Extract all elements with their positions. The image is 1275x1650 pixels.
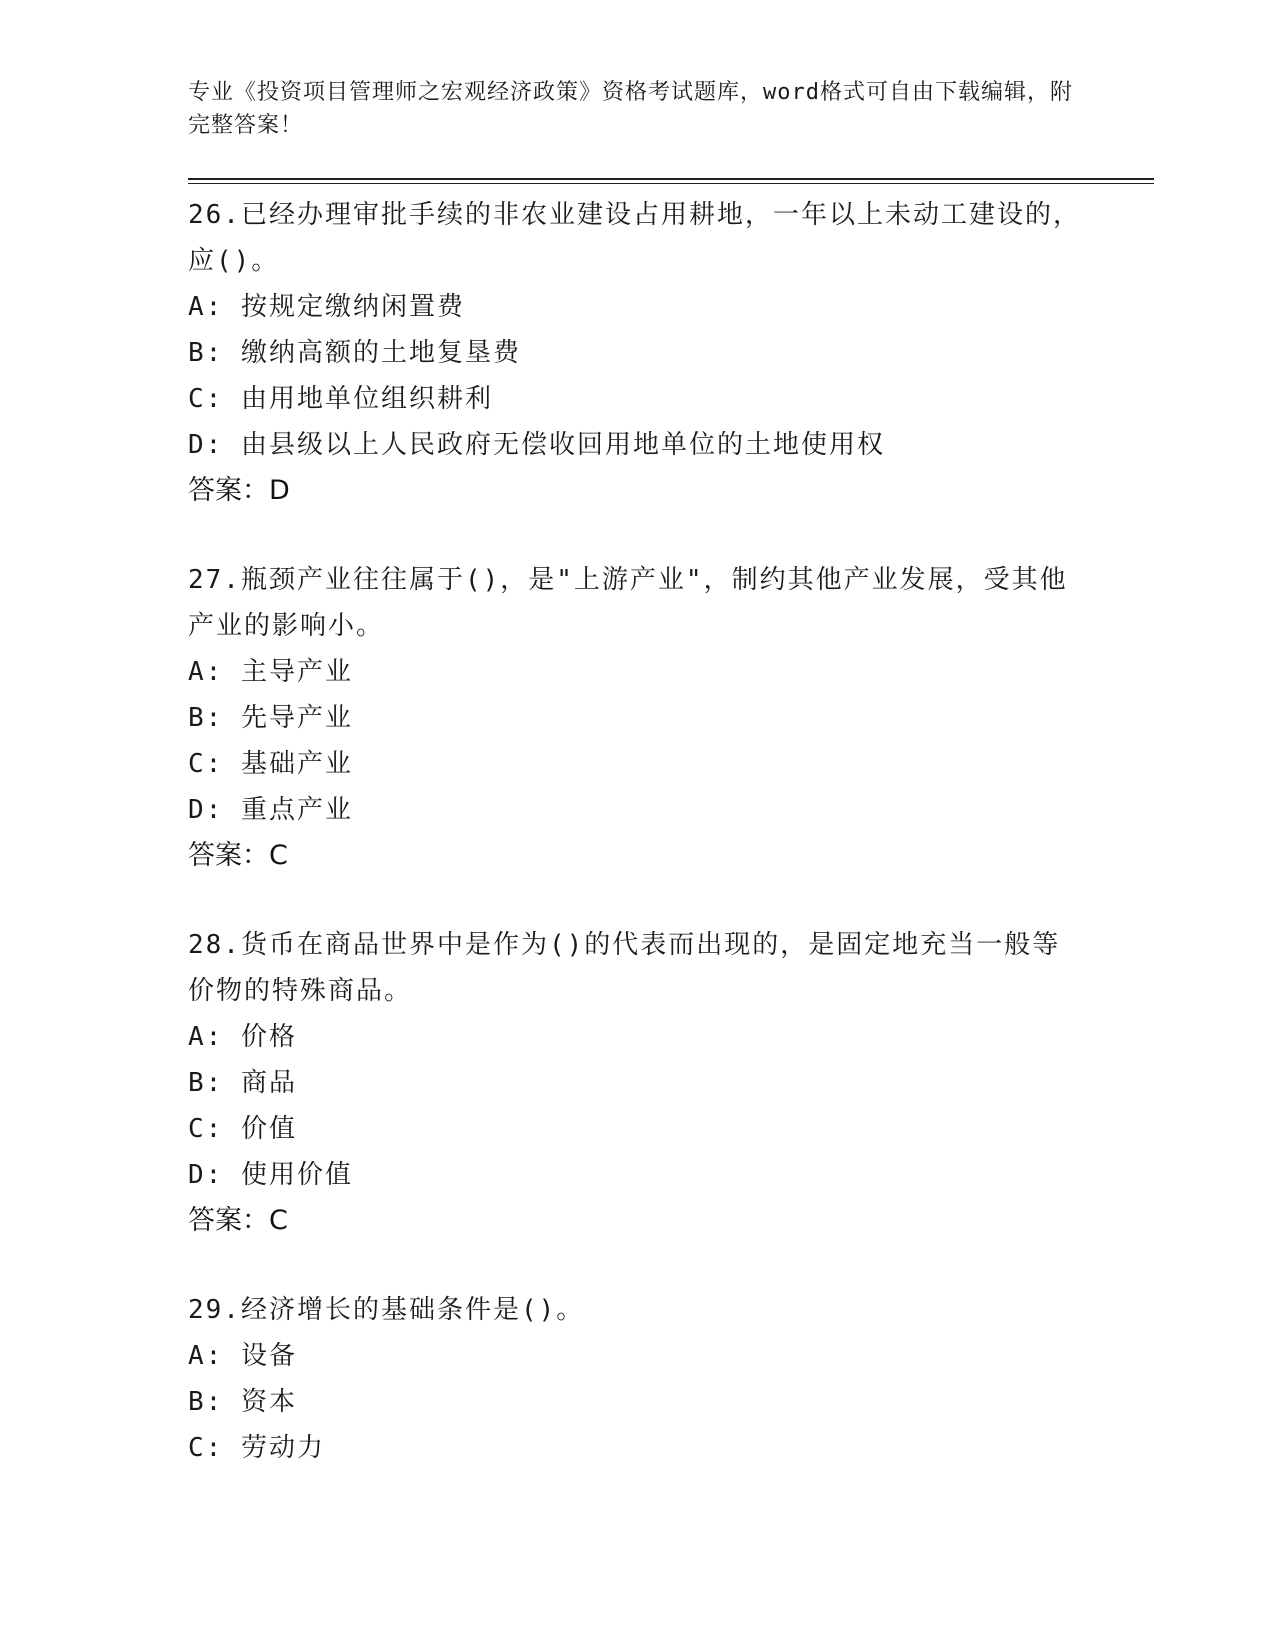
question-29 <box>188 1287 1088 1471</box>
option-d: D: 使用价值 <box>188 1160 353 1190</box>
option-c: C: 基础产业 <box>188 749 353 779</box>
option-a: A: 按规定缴纳闲置费 <box>188 292 465 322</box>
answer-line: 答案：D <box>188 475 290 506</box>
question-stem: 27.瓶颈产业往往属于()，是"上游产业"，制约其他产业发展，受其他产业的影响小。 <box>188 565 1068 641</box>
option-d: D: 由县级以上人民政府无偿收回用地单位的土地使用权 <box>188 430 885 460</box>
question-stem: 28.货币在商品世界中是作为()的代表而出现的，是固定地充当一般等价物的特殊商品。 <box>188 930 1061 1006</box>
option-a: A: 设备 <box>188 1341 297 1371</box>
option-b: B: 先导产业 <box>188 703 353 733</box>
document-header: 专业《投资项目管理师之宏观经济政策》资格考试题库，word格式可自由下载编辑，附完整答案！ <box>188 80 1073 138</box>
question-list <box>188 192 1088 1514</box>
question-27 <box>188 557 1088 879</box>
option-a: A: 价格 <box>188 1022 297 1052</box>
question-stem: 29.经济增长的基础条件是()。 <box>188 1295 585 1325</box>
question-28 <box>188 922 1088 1244</box>
question-26 <box>188 192 1088 514</box>
option-c: C: 由用地单位组织耕利 <box>188 384 493 414</box>
option-c: C: 价值 <box>188 1114 297 1144</box>
answer-line: 答案：C <box>188 1205 288 1236</box>
answer-line: 答案：C <box>188 840 288 871</box>
option-a: A: 主导产业 <box>188 657 353 687</box>
option-d: D: 重点产业 <box>188 795 353 825</box>
option-b: B: 资本 <box>188 1387 297 1417</box>
question-stem: 26.已经办理审批手续的非农业建设占用耕地，一年以上未动工建设的，应()。 <box>188 200 1081 276</box>
header-divider-thin <box>188 183 1154 184</box>
option-b: B: 商品 <box>188 1068 297 1098</box>
header-divider-thick <box>188 178 1154 180</box>
option-b: B: 缴纳高额的土地复垦费 <box>188 338 521 368</box>
option-c: C: 劳动力 <box>188 1433 325 1463</box>
